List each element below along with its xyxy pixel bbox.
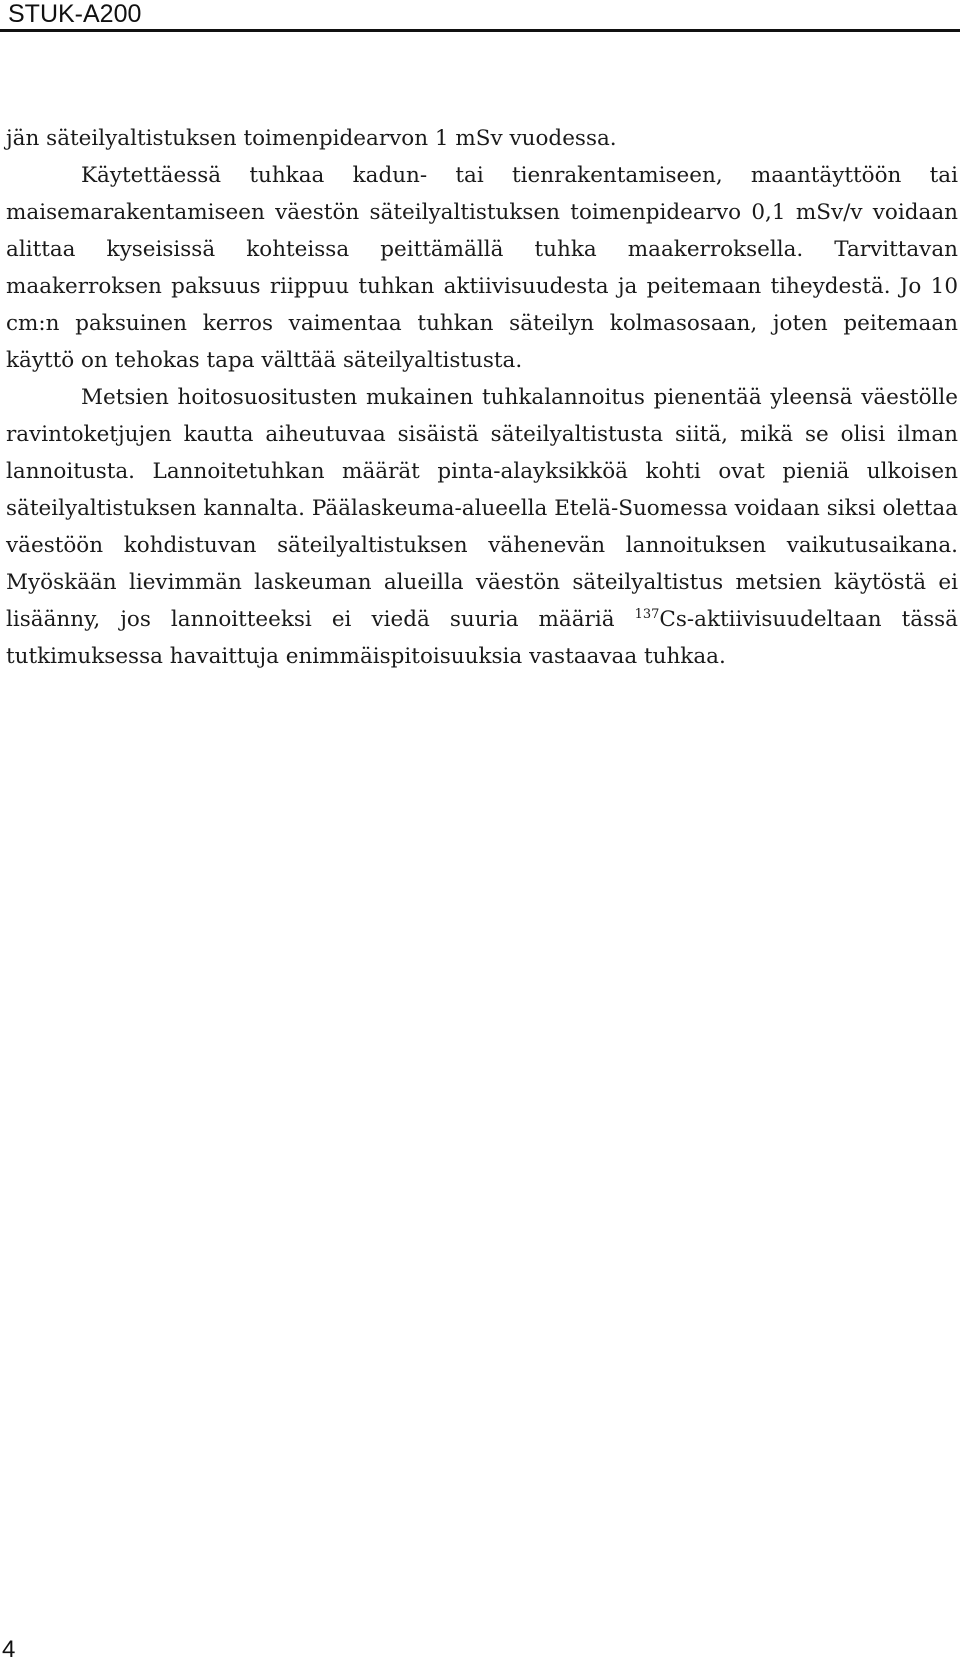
report-code: STUK-A200	[8, 0, 142, 28]
header-rule	[0, 29, 960, 32]
paragraph-text-before-isotope: Metsien hoitosuositusten mukainen tuhkalannoitus pienentää yleensä väestölle ravintoketjujen kautta aiheutuvaa sisäistä säteilyaltistusta siitä, mikä se olisi ilman lannoitusta. Lannoitetuhkan määrät pinta-alayksikköä kohti ovat pieniä ulkoisen säteilyaltistuksen kannalta. Päälaskeuma-alueella Etelä-Suomessa voidaan siksi olettaa väestöön kohdistuvan säteilyaltistuksen vähenevän lannoituksen vaikutusaikana. Myöskään lievimmän laskeuman alueilla väestön säteilyaltistus metsien käytöstä ei lisäänny, jos lannoitteeksi ei viedä suuria määriä	[6, 385, 958, 632]
isotope-mass-superscript: 137	[634, 607, 660, 622]
paragraph-forest-fertilization	[6, 379, 958, 675]
paragraph-continuation: jän säteilyaltistuksen toimenpidearvon 1 mSv vuodessa.	[6, 126, 617, 151]
paragraph-ash-road-construction: Käytettäessä tuhkaa kadun- tai tienrakentamiseen, maantäyttöön tai maisemarakentamiseen väestön säteilyaltistuksen toimenpidearvo 0,1 mSv/v voidaan alittaa kyseisissä kohteissa peittämällä tuhka maakerroksella. Tarvittavan maakerroksen paksuus riippuu tuhkan aktiivisuudesta ja peitemaan tiheydestä. Jo 10 cm:n paksuinen kerros vaimentaa tuhkan säteilyn kolmasosaan, joten peitemaan käyttö on tehokas tapa välttää säteilyaltistusta.	[6, 163, 958, 373]
paragraph-text-after-isotope: Cs-aktiivisuudeltaan tässä tutkimuksessa havaittuja enimmäispitoisuuksia vastaavaa tuhkaa.	[6, 607, 958, 669]
page-number: 4	[2, 1636, 16, 1663]
body-text	[6, 120, 958, 675]
